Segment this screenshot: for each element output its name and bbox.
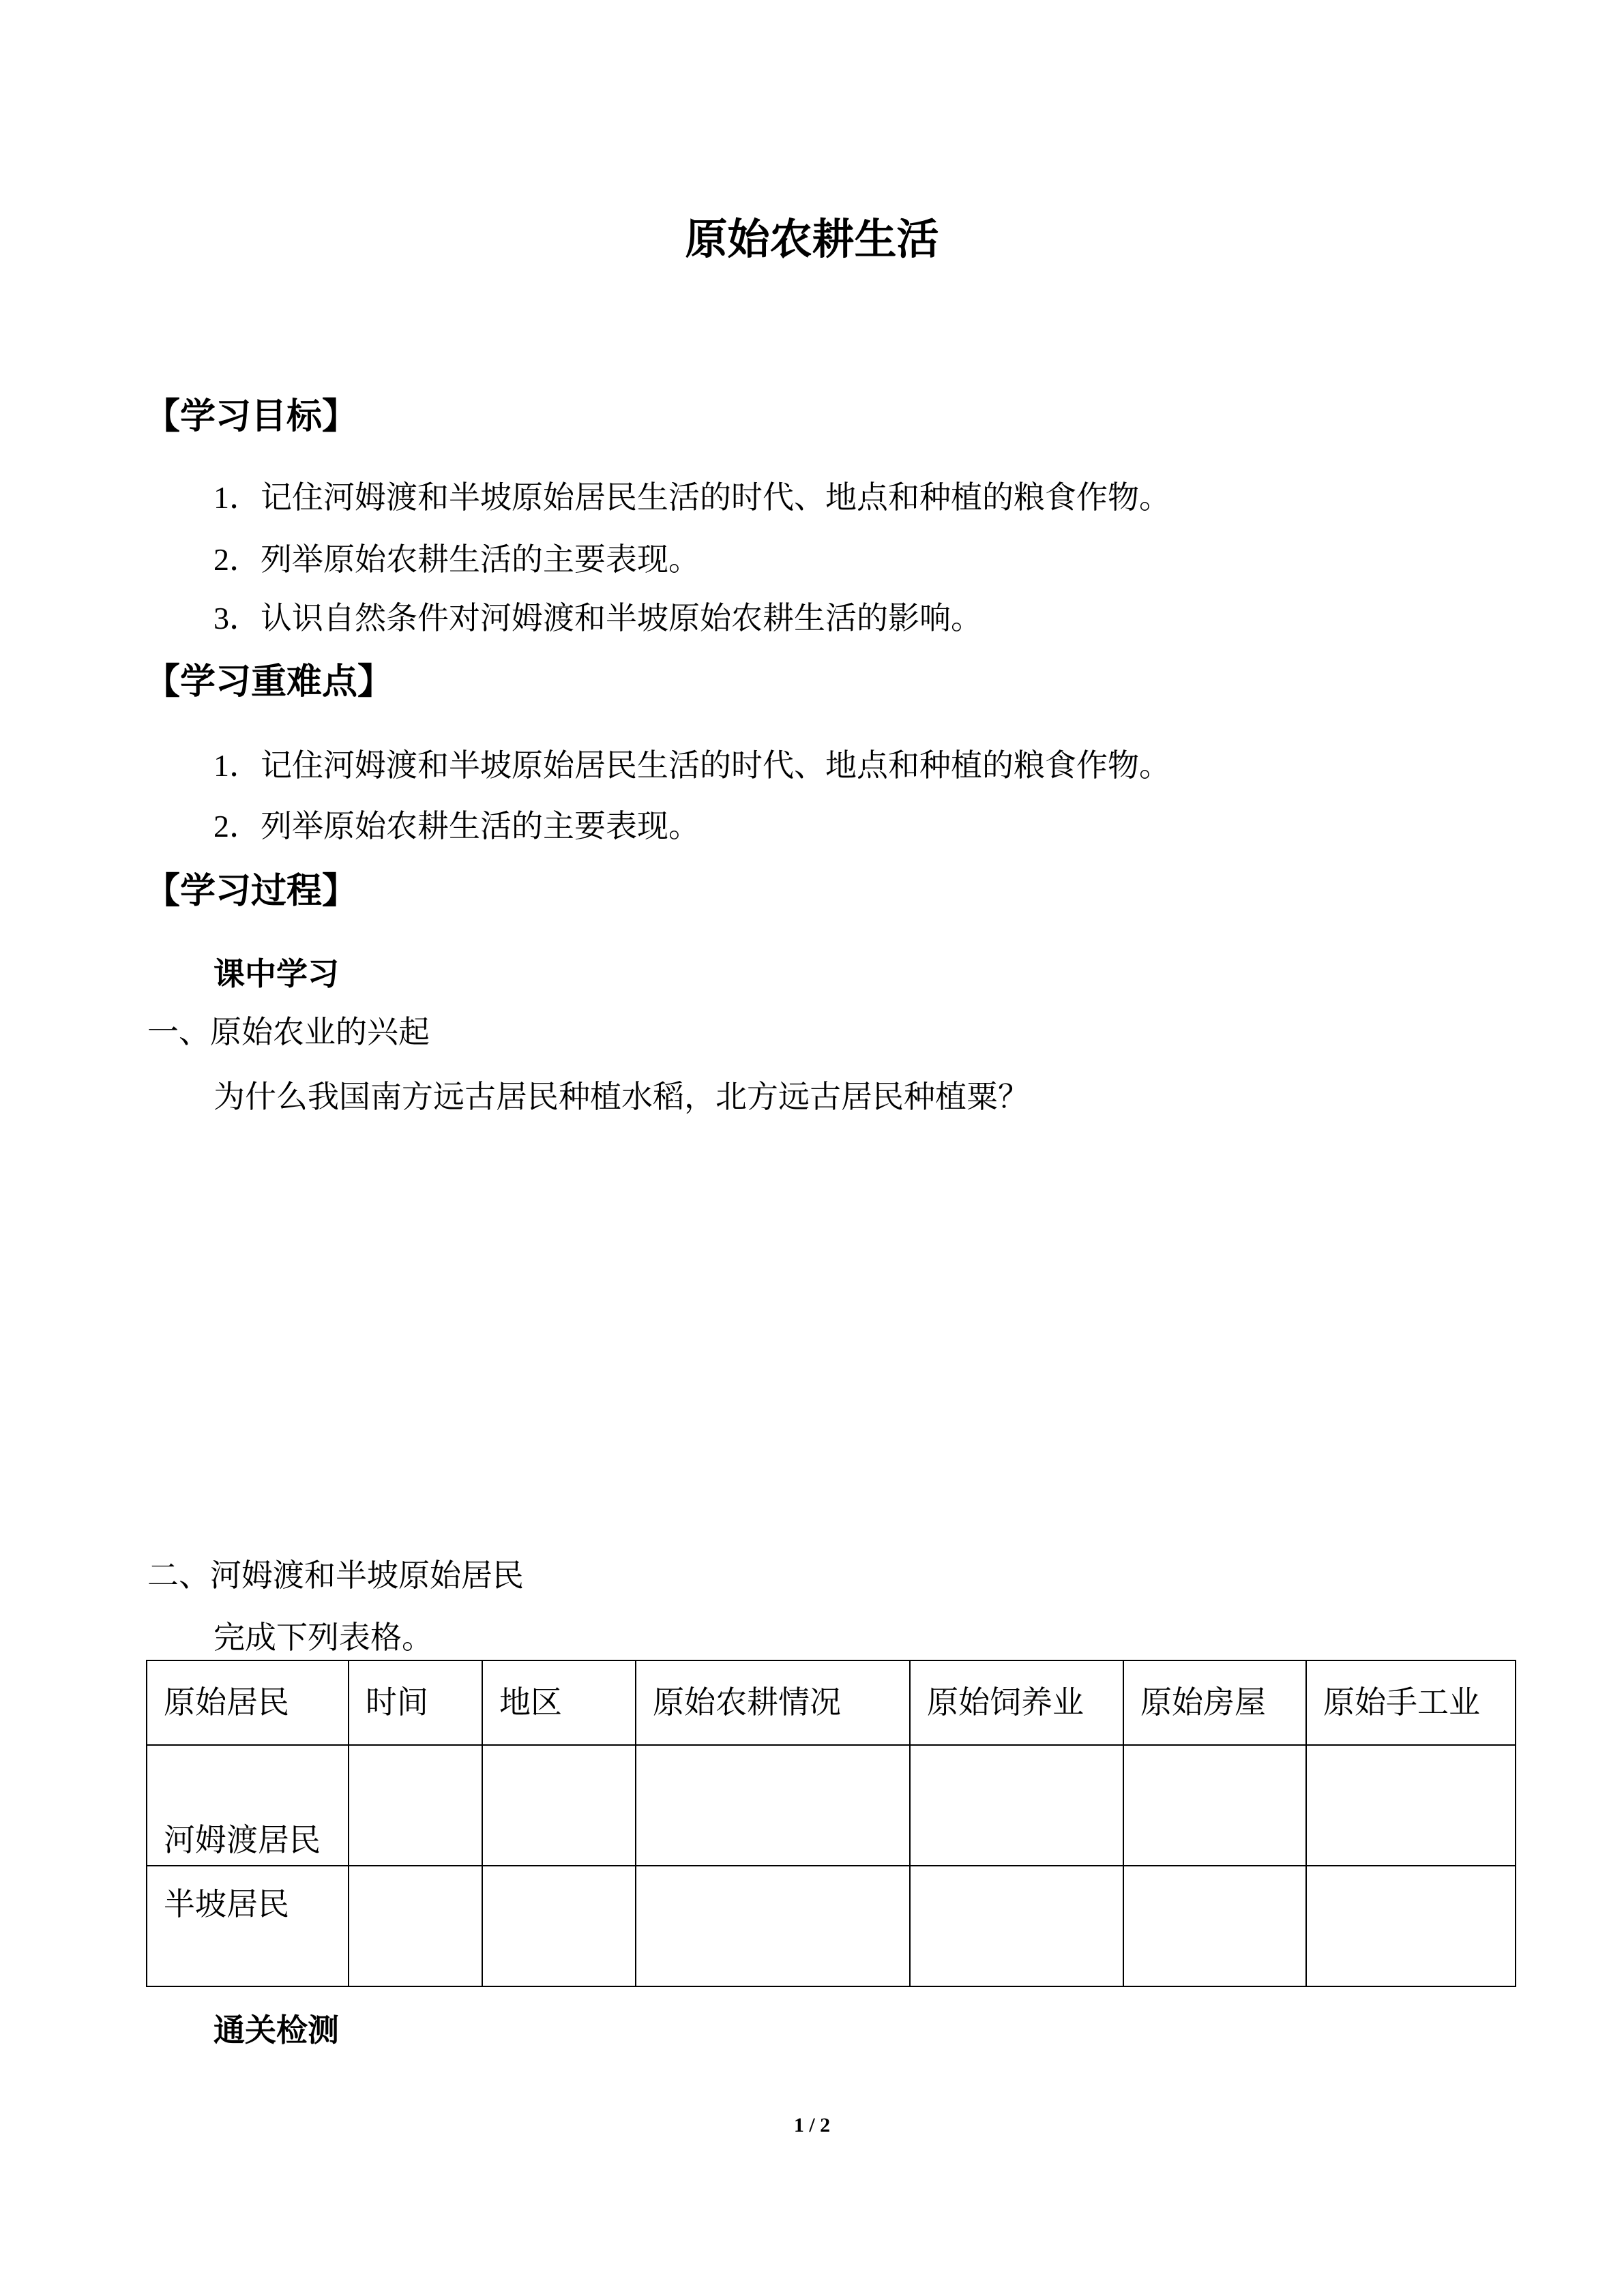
- table-cell-blank: [1306, 1866, 1516, 1986]
- table-cell-blank: [482, 1866, 636, 1986]
- table-header-cell: 时间: [349, 1660, 482, 1745]
- key-point-item: 1．记住河姆渡和半坡原始居民生活的时代、地点和种植的粮食作物。: [213, 748, 1170, 783]
- table-cell-blank: [910, 1866, 1123, 1986]
- section-one-question: 为什么我国南方远古居民种植水稻，北方远古居民种植粟？: [213, 1079, 1029, 1114]
- table-header-cell: 原始居民: [147, 1660, 349, 1745]
- section-one-title: 一、原始农业的兴起: [147, 1015, 430, 1049]
- key-point-item: 2．列举原始农耕生活的主要表现。: [213, 809, 700, 844]
- check-heading: 通关检测: [213, 2012, 339, 2048]
- residents-table-container: [146, 1660, 1515, 1987]
- table-header-cell: 原始饲养业: [910, 1660, 1123, 1745]
- table-header-cell: 地区: [482, 1660, 636, 1745]
- objectives-heading: 【学习目标】: [145, 397, 358, 436]
- objective-item: 2．列举原始农耕生活的主要表现。: [213, 542, 700, 577]
- table-row: [147, 1745, 1516, 1866]
- section-two-title: 二、河姆渡和半坡原始居民: [147, 1558, 524, 1593]
- table-header-cell: 原始房屋: [1123, 1660, 1306, 1745]
- table-cell-blank: [349, 1866, 482, 1986]
- table-cell-blank: [1123, 1866, 1306, 1986]
- section-two-instruction: 完成下列表格。: [213, 1620, 433, 1655]
- process-heading: 【学习过程】: [145, 871, 358, 911]
- table-cell-blank: [636, 1745, 910, 1866]
- table-row-label: 河姆渡居民: [147, 1745, 349, 1866]
- page-number: 1 / 2: [793, 2114, 831, 2136]
- table-row: [147, 1866, 1516, 1986]
- table-cell-blank: [636, 1866, 910, 1986]
- table-header-cell: 原始农耕情况: [636, 1660, 910, 1745]
- table-cell-blank: [910, 1745, 1123, 1866]
- table-cell-blank: [1123, 1745, 1306, 1866]
- page-title: 原始农耕生活: [685, 216, 939, 263]
- table-header-row: [147, 1660, 1516, 1745]
- table-cell-blank: [1306, 1745, 1516, 1866]
- table-cell-blank: [482, 1745, 636, 1866]
- key-points-heading: 【学习重难点】: [145, 662, 394, 702]
- in-class-subheading: 课中学习: [213, 956, 339, 992]
- objective-item: 1．记住河姆渡和半坡原始居民生活的时代、地点和种植的粮食作物。: [213, 480, 1170, 515]
- table-cell-blank: [349, 1745, 482, 1866]
- table-row-label: 半坡居民: [147, 1866, 349, 1986]
- residents-table: [146, 1660, 1516, 1987]
- table-header-cell: 原始手工业: [1306, 1660, 1516, 1745]
- objective-item: 3．认识自然条件对河姆渡和半坡原始农耕生活的影响。: [213, 601, 982, 636]
